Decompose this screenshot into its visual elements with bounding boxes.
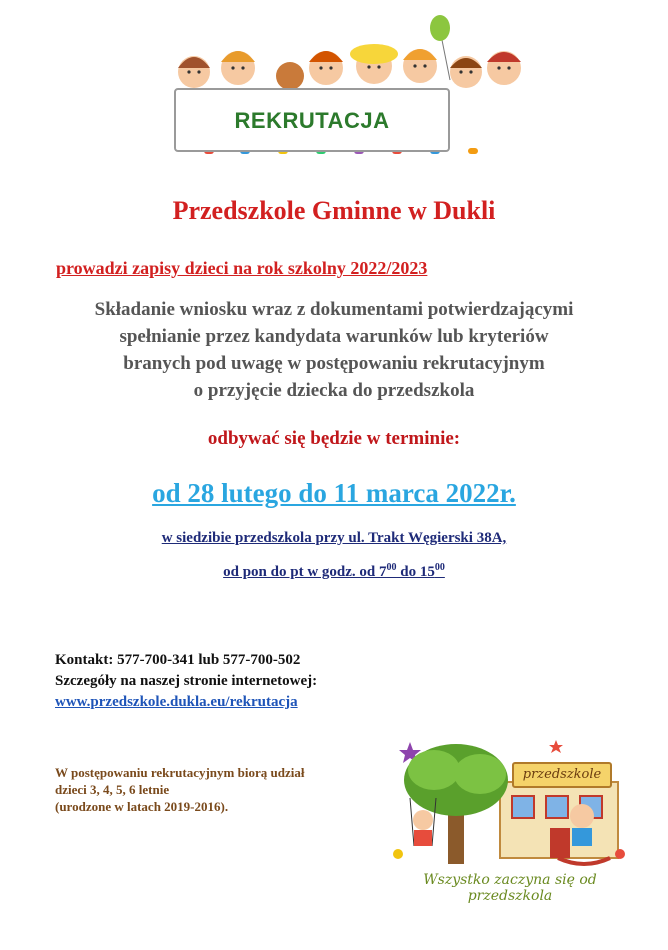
kindergarten-sign: przedszkole: [512, 762, 612, 788]
term-label: odbywać się będzie w terminie:: [207, 428, 461, 449]
note-line: (urodzone w latach 2019-2016).: [55, 799, 229, 814]
hours-prefix: od pon do pt w godz. od 7: [223, 564, 387, 580]
paragraph-line: Składanie wniosku wraz z dokumentami potwierdzającymi: [94, 299, 574, 320]
hours-middle: do 15: [396, 564, 435, 580]
kindergarten-scene-icon: [380, 736, 640, 872]
note-line: W postępowaniu rekrutacyjnym biorą udział: [55, 765, 305, 780]
paragraph-line: spełnianie przez kandydata warunków lub kryteriów: [119, 326, 549, 347]
application-paragraph: [0, 296, 668, 404]
page-title: Przedszkole Gminne w Dukli: [172, 196, 496, 225]
banner-label: REKRUTACJA: [234, 108, 390, 133]
contact-phones: Kontakt: 577-700-341 lub 577-700-502: [55, 652, 301, 668]
details-text: Szczegóły na naszej stronie internetowej:: [55, 673, 318, 689]
kindergarten-slogan: Wszystko zaczyna się od przedszkola: [423, 872, 597, 904]
website-link[interactable]: www.przedszkole.dukla.eu/rekrutacja: [55, 694, 298, 710]
subtitle: prowadzi zapisy dzieci na rok szkolny 2022/2023: [56, 258, 428, 278]
paragraph-line: branych pod uwagę w postępowaniu rekrutacyjnym: [123, 353, 545, 374]
office-hours: [0, 562, 668, 581]
recruitment-dates: od 28 lutego do 11 marca 2022r.: [152, 478, 516, 508]
note-line: dzieci 3, 4, 5, 6 letnie: [55, 782, 170, 797]
hours-end-sup: 00: [434, 562, 445, 573]
eligibility-note: [55, 764, 304, 815]
kindergarten-illustration: [380, 736, 640, 904]
paragraph-line: o przyjęcie dziecka do przedszkola: [193, 380, 475, 401]
location-text: w siedzibie przedszkola przy ul. Trakt Węgierski 38A,: [161, 530, 507, 546]
banner-board: [174, 88, 450, 152]
hours-start-sup: 00: [386, 562, 397, 573]
recruitment-banner: [150, 10, 550, 160]
